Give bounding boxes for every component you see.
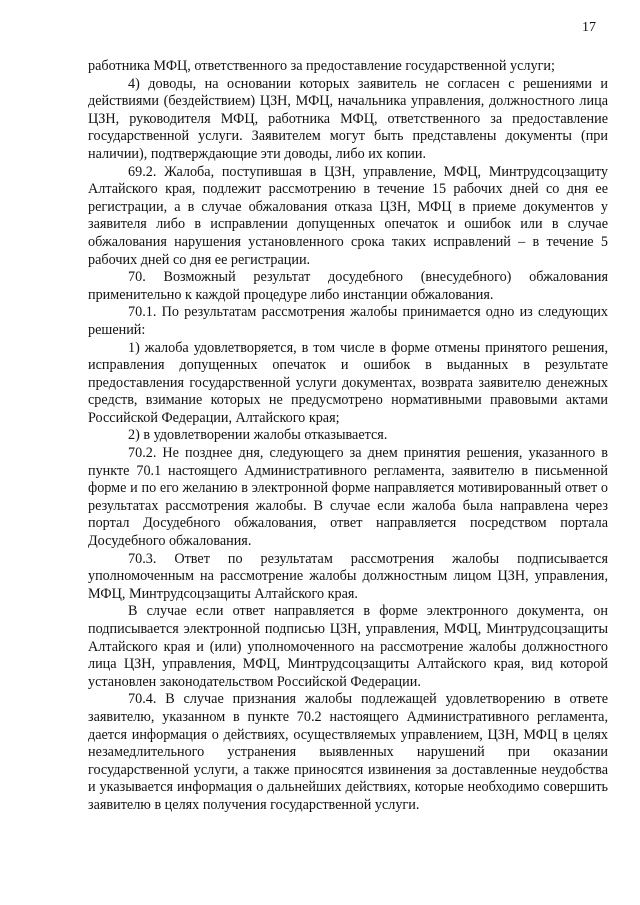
page-number: 17 (582, 20, 596, 35)
paragraph-70-4: 70.4. В случае признания жалобы подлежащей удовлетворению в ответе заявителю, указанном в пункте 70.2 настоящего Административного регламента, дается информация о действиях, осуществляемых управлением, ЦЗН, МФЦ в целях незамедлительного устранения выявленных нарушений при оказании государственной услуги, а также приносятся извинения за доставленные неудобства и указывается информация о дальнейших действиях, которые необходимо совершить заявителю в целях получения государственной услуги. (88, 691, 608, 813)
document-body (88, 58, 608, 815)
paragraph-decision-2: 2) в удовлетворении жалобы отказывается. (128, 427, 388, 444)
paragraph-item-4: 4) доводы, на основании которых заявитель не согласен с решениями и действиями (бездействием) ЦЗН, МФЦ, начальника управления, должностного лица ЦЗН, руководителя МФЦ, работника МФЦ, ответственного за предоставление государственной услуги. Заявителем могут быть представлены документы (при наличии), подтверждающие эти доводы, либо их копии. (88, 75, 608, 162)
paragraph-70: 70. Возможный результат досудебного (внесудебного) обжалования применительно к каждой процедуре либо инстанции обжалования. (88, 269, 608, 303)
paragraph-continuation: работника МФЦ, ответственного за предоставление государственной услуги; (88, 58, 555, 74)
paragraph-70-3: 70.3. Ответ по результатам рассмотрения жалобы подписывается уполномоченным на рассмотрение жалобы должностным лицом ЦЗН, управления, МФЦ, Минтрудсоцзащиты Алтайского края. (88, 550, 608, 602)
paragraph-decision-1: 1) жалоба удовлетворяется, в том числе в форме отмены принятого решения, исправления допущенных опечаток и ошибок в выданных в результате предоставления государственной услуги документах, возврата заявителю денежных средств, взимание которых не предусмотрено нормативными правовыми актами Российской Федерации, Алтайского края; (88, 339, 608, 426)
paragraph-70-2: 70.2. Не позднее дня, следующего за днем принятия решения, указанного в пункте 70.1 настоящего Административного регламента, заявителю в письменной форме и по его желанию в электронной форме направляется мотивированный ответ о результатах рассмотрения жалобы. В случае если жалоба была направлена через портал Досудебного обжалования, ответ направляется посредством портала Досудебного обжалования. (88, 445, 608, 550)
paragraph-electronic-response: В случае если ответ направляется в форме электронного документа, он подписывается электронной подписью ЦЗН, управления, МФЦ, Минтрудсоцзащиты Алтайского края и (или) уполномоченного на рассмотрение жалобы должностного лица ЦЗН, управления, МФЦ, Минтрудсоцзащиты Алтайского края, вид которой установлен законодательством Российской Федерации. (88, 603, 608, 690)
paragraph-69-2: 69.2. Жалоба, поступившая в ЦЗН, управление, МФЦ, Минтрудсоцзащиту Алтайского края, подлежит рассмотрению в течение 15 рабочих дней со дня ее регистрации, а в случае обжалования отказа ЦЗН, МФЦ в приеме документов у заявителя либо в исправлении допущенных опечаток и ошибок или в случае обжалования нарушения установленного срока таких исправлений – в течение 5 рабочих дней со дня ее регистрации. (88, 163, 608, 268)
paragraph-70-1: 70.1. По результатам рассмотрения жалобы принимается одно из следующих решений: (88, 304, 608, 338)
